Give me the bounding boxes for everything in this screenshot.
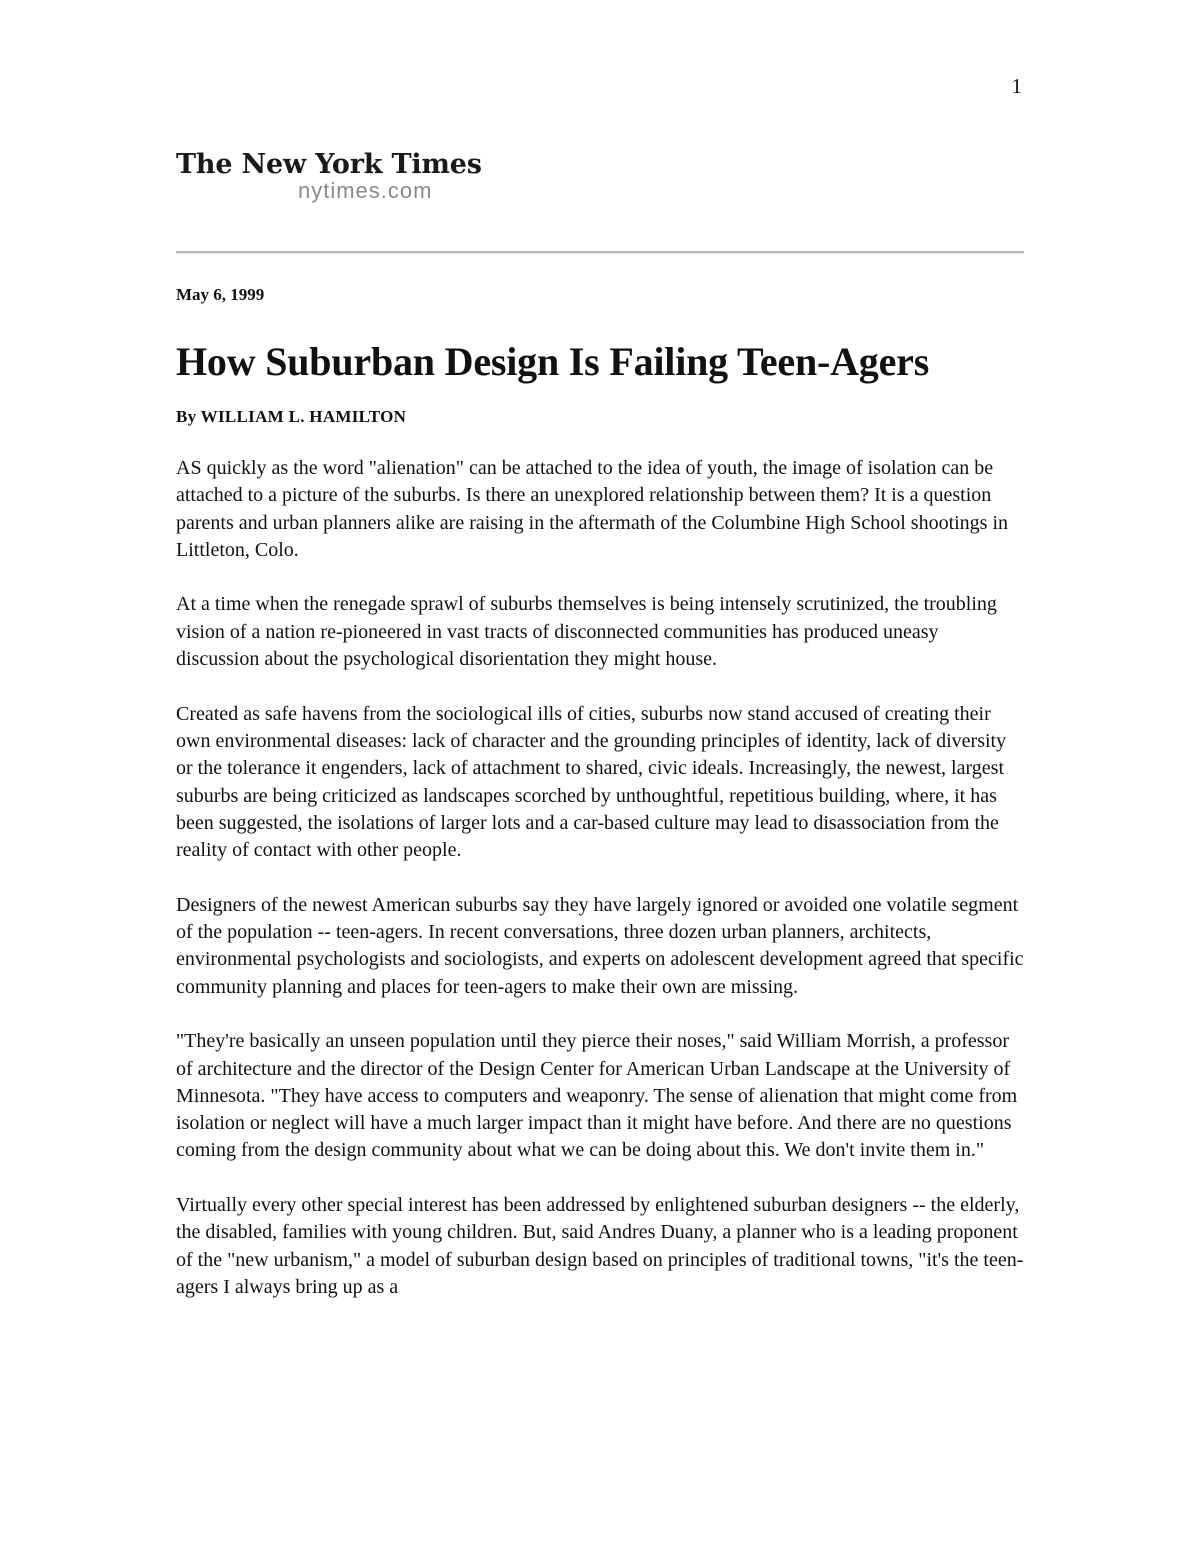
article-paragraph: "They're basically an unseen population until they pierce their noses," said William Morrish, a professor of architecture and the director of the Design Center for American Urban Landscape at the University of Minnesota. "They have access to computers and weaponry. The sense of alienation that might come from isolation or neglect will have a much larger impact than it might have before. And there are no questions coming from the design community about what we can be doing about this. We don't invite them in." [176, 1030, 1018, 1162]
masthead [176, 148, 496, 208]
nyt-domain: nytimes.com [298, 178, 433, 203]
article-paragraph: Created as safe havens from the sociological ills of cities, suburbs now stand accused of creating their own environmental diseases: lack of character and the grounding principles of identity, lack of diversity or the tolerance it engenders, lack of attachment to shared, civic ideals. Increasingly, the newest, largest suburbs are being criticized as landscapes scorched by unthoughtful, repetitious building, where, it has been suggested, the isolations of larger lots and a car-based culture may lead to disassociation from the reality of contact with other people. [176, 702, 1007, 862]
article-paragraph: Designers of the newest American suburbs say they have largely ignored or avoided one volatile segment of the population -- teen-agers. In recent conversations, three dozen urban planners, architects, environmental psychologists and sociologists, and experts on adolescent development agreed that specific community planning and places for teen-agers to make their own are missing. [176, 893, 1024, 998]
page-number: 1 [1011, 74, 1022, 98]
article-date: May 6, 1999 [176, 285, 265, 304]
article-paragraph: At a time when the renegade sprawl of suburbs themselves is being intensely scrutinized, the troubling vision of a nation re-pioneered in vast tracts of disconnected communities has produced uneasy discussion about the psychological disorientation they might house. [176, 593, 997, 671]
header-divider [176, 251, 1024, 254]
article-paragraph: Virtually every other special interest has been addressed by enlightened suburban designers -- the elderly, the disabled, families with young children. But, said Andres Duany, a planner who is a leading proponent of the "new urbanism," a model of suburban design based on principles of traditional towns, "it's the teen-agers I always bring up as a [176, 1194, 1024, 1298]
article-byline: By WILLIAM L. HAMILTON [176, 407, 407, 426]
article [176, 283, 1026, 1329]
article-paragraph: AS quickly as the word "alienation" can be attached to the idea of youth, the image of isolation can be attached to a picture of the suburbs. Is there an unexplored relationship between them? It is a question parents and urban planners alike are raising in the aftermath of the Columbine High School shootings in Littleton, Colo. [176, 457, 1009, 561]
article-headline: How Suburban Design Is Failing Teen-Agers [176, 339, 930, 384]
article-body [176, 455, 1026, 1301]
nyt-logo: The New York Times [176, 149, 482, 180]
